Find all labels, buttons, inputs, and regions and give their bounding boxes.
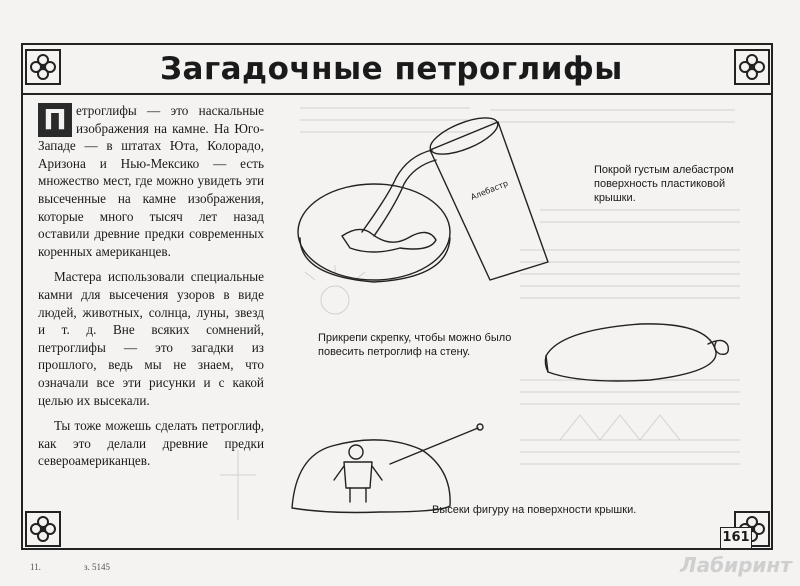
paragraph-masters: Мастера использовали специальные камни для высечения узоров в виде людей, животных, солнца, луны, звезд и т. д. Вне всяких сомнений, петроглифы — это загадки из прошлого, ведь мы не знаем, что означали все эти рисунки и с какой целью их высекали. bbox=[38, 269, 264, 408]
celtic-knot-ornament-icon bbox=[29, 53, 57, 81]
corner-ornament-top-right bbox=[734, 49, 770, 85]
drop-cap: П bbox=[38, 103, 72, 137]
caption-step-3: Высеки фигуру на поверхности крышки. bbox=[432, 504, 637, 516]
paragraph-call-to-action: Ты тоже можешь сделать петроглиф, как это делали древние предки североамериканцев. bbox=[38, 418, 264, 469]
footer-code: з. 5145 bbox=[84, 562, 111, 572]
corner-ornament-top-left bbox=[25, 49, 61, 85]
footer-left: 11. bbox=[30, 562, 41, 572]
caption-step-1: Покрой густым алебастром поверхность пластиковой крышки. bbox=[594, 164, 734, 204]
corner-ornament-bottom-left bbox=[25, 511, 61, 547]
page-title: Загадочные петроглифы bbox=[160, 51, 623, 87]
cup-label: Алебастр bbox=[469, 178, 510, 202]
paragraph-intro bbox=[38, 102, 264, 260]
watermark: Лабиринт bbox=[680, 553, 792, 577]
celtic-knot-ornament-icon bbox=[29, 515, 57, 543]
caption-step-2: Прикрепи скрепку, чтобы можно было повесить петроглиф на стену. bbox=[318, 332, 512, 358]
celtic-knot-ornament-icon bbox=[738, 53, 766, 81]
article-body bbox=[38, 102, 264, 478]
paragraph-intro-text: етроглифы — это наскальные изображения на камне. На Юго-Западе — в штатах Юта, Колорадо, Аризона и Нью-Мексико — есть множество мест, где можно увидеть эти высеченные на камне изображения, которые много тысяч лет назад оставили древние предки современных коренных американцев. bbox=[38, 103, 264, 259]
page-number: 161 bbox=[720, 527, 752, 549]
